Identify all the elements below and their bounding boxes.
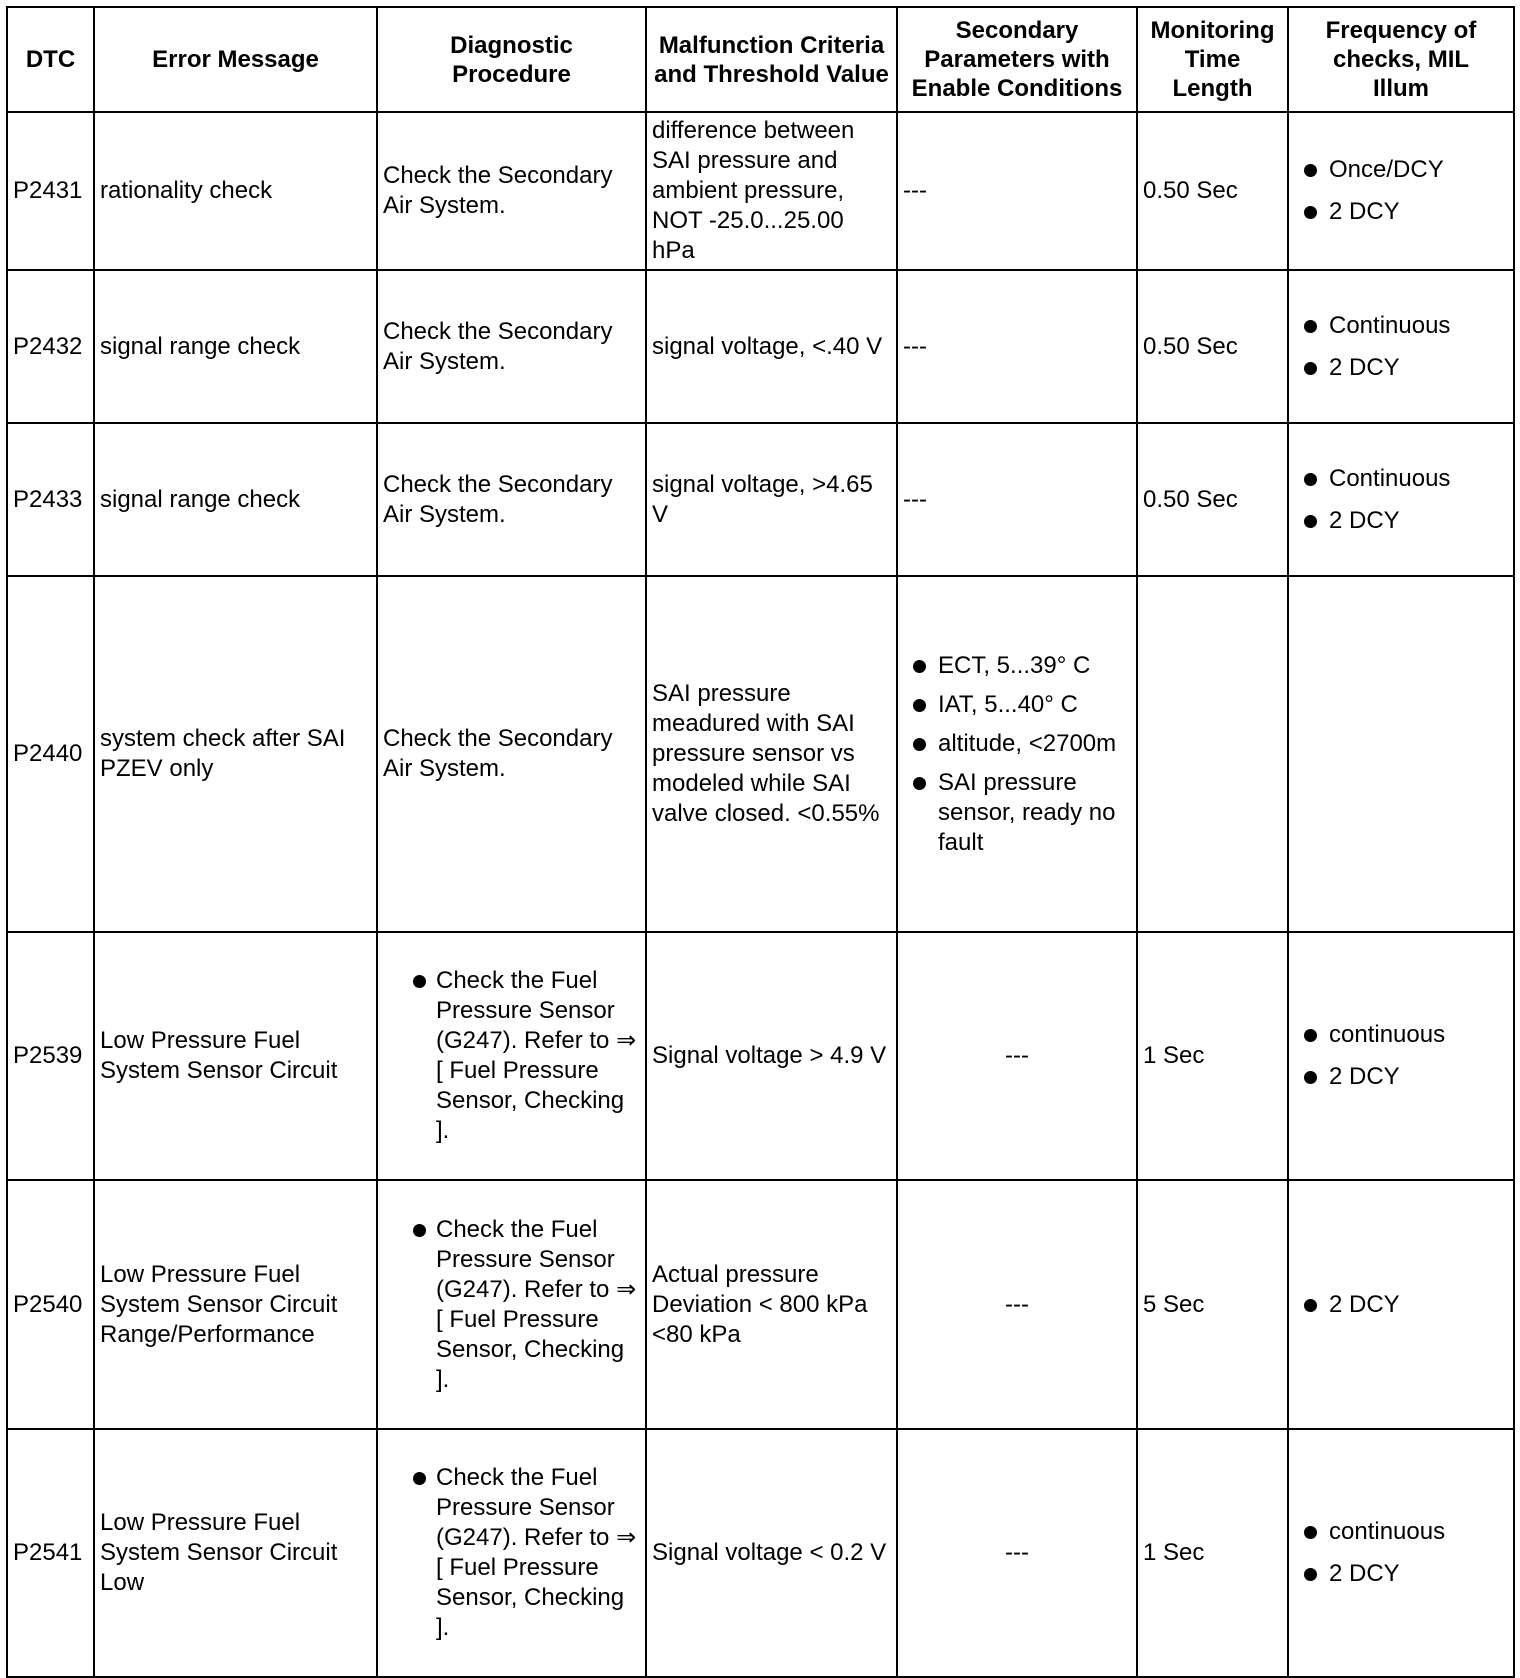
secondary-parameters-cell: ---	[897, 1180, 1137, 1429]
diagnostic-procedure-cell	[377, 1180, 646, 1429]
malfunction-criteria-cell: difference between SAI pressure and ambient pressure, NOT -25.0...25.00 hPa	[646, 112, 897, 270]
dtc-code-cell: P2432	[7, 270, 94, 423]
secondary-parameter-item: ECT, 5...39° C	[903, 651, 1131, 681]
table-row	[7, 423, 1514, 576]
dtc-code-cell: P2440	[7, 576, 94, 932]
secondary-parameters-cell	[897, 576, 1137, 932]
frequency-item: Continuous	[1294, 311, 1508, 341]
diagnostic-procedure-cell: Check the Secondary Air System.	[377, 112, 646, 270]
frequency-cell	[1288, 1180, 1514, 1429]
error-message-cell: Low Pressure Fuel System Sensor Circuit Low	[94, 1429, 377, 1677]
frequency-item: Once/DCY	[1294, 155, 1508, 185]
diagnostic-procedure-cell: Check the Secondary Air System.	[377, 423, 646, 576]
monitoring-time-cell: 1 Sec	[1137, 932, 1288, 1180]
malfunction-criteria-cell: signal voltage, >4.65 V	[646, 423, 897, 576]
table-row	[7, 1429, 1514, 1677]
frequency-cell	[1288, 576, 1514, 932]
monitoring-time-cell: 1 Sec	[1137, 1429, 1288, 1677]
secondary-parameters-cell-list	[903, 651, 1131, 858]
malfunction-criteria-cell: signal voltage, <.40 V	[646, 270, 897, 423]
dtc-code-cell: P2431	[7, 112, 94, 270]
secondary-parameter-item: altitude, <2700m	[903, 729, 1131, 759]
table-row	[7, 1180, 1514, 1429]
header-monitoring-time: Monitoring Time Length	[1137, 7, 1288, 112]
diagnostic-procedure-cell-list	[403, 1215, 640, 1395]
diagnostic-procedure-cell: Check the Secondary Air System.	[377, 270, 646, 423]
frequency-item: continuous	[1294, 1020, 1508, 1050]
diagnostic-procedure-cell	[377, 932, 646, 1180]
frequency-cell-list	[1294, 464, 1508, 536]
frequency-item: 2 DCY	[1294, 197, 1508, 227]
frequency-cell	[1288, 1429, 1514, 1677]
frequency-cell-list	[1294, 1290, 1508, 1320]
frequency-item: Continuous	[1294, 464, 1508, 494]
error-message-cell: system check after SAI PZEV only	[94, 576, 377, 932]
frequency-item: 2 DCY	[1294, 1559, 1508, 1589]
table-row	[7, 932, 1514, 1180]
header-secondary-parameters: Secondary Parameters with Enable Conditions	[897, 7, 1137, 112]
error-message-cell: signal range check	[94, 423, 377, 576]
dtc-code-cell: P2539	[7, 932, 94, 1180]
monitoring-time-cell: 0.50 Sec	[1137, 112, 1288, 270]
frequency-item: 2 DCY	[1294, 353, 1508, 383]
monitoring-time-cell: 0.50 Sec	[1137, 270, 1288, 423]
table-row	[7, 112, 1514, 270]
frequency-item: 2 DCY	[1294, 506, 1508, 536]
malfunction-criteria-cell: Signal voltage < 0.2 V	[646, 1429, 897, 1677]
table-row	[7, 270, 1514, 423]
dtc-code-cell: P2540	[7, 1180, 94, 1429]
header-error-message: Error Message	[94, 7, 377, 112]
error-message-cell: Low Pressure Fuel System Sensor Circuit	[94, 932, 377, 1180]
malfunction-criteria-cell: Actual pressure Deviation < 800 kPa <80 kPa	[646, 1180, 897, 1429]
error-message-cell: signal range check	[94, 270, 377, 423]
secondary-parameter-item: SAI pressure sensor, ready no fault	[903, 768, 1131, 858]
secondary-parameters-cell: ---	[897, 423, 1137, 576]
frequency-cell	[1288, 112, 1514, 270]
secondary-parameters-cell: ---	[897, 112, 1137, 270]
table-body	[7, 112, 1514, 1677]
error-message-cell: Low Pressure Fuel System Sensor Circuit Range/Performance	[94, 1180, 377, 1429]
monitoring-time-cell	[1137, 576, 1288, 932]
frequency-cell	[1288, 932, 1514, 1180]
malfunction-criteria-cell: Signal voltage > 4.9 V	[646, 932, 897, 1180]
frequency-cell-list	[1294, 311, 1508, 383]
dtc-table	[6, 6, 1515, 1678]
frequency-cell	[1288, 423, 1514, 576]
error-message-cell: rationality check	[94, 112, 377, 270]
secondary-parameters-cell: ---	[897, 1429, 1137, 1677]
frequency-item: 2 DCY	[1294, 1290, 1508, 1320]
frequency-item: 2 DCY	[1294, 1062, 1508, 1092]
dtc-code-cell: P2541	[7, 1429, 94, 1677]
header-dtc: DTC	[7, 7, 94, 112]
secondary-parameters-cell: ---	[897, 932, 1137, 1180]
frequency-cell-list	[1294, 155, 1508, 227]
frequency-cell-list	[1294, 1517, 1508, 1589]
procedure-item: Check the Fuel Pressure Sensor (G247). Refer to ⇒ [ Fuel Pressure Sensor, Checking ].	[403, 966, 640, 1146]
header-diagnostic-procedure: Diagnostic Procedure	[377, 7, 646, 112]
frequency-cell-list	[1294, 1020, 1508, 1092]
diagnostic-procedure-cell: Check the Secondary Air System.	[377, 576, 646, 932]
procedure-item: Check the Fuel Pressure Sensor (G247). Refer to ⇒ [ Fuel Pressure Sensor, Checking ].	[403, 1215, 640, 1395]
monitoring-time-cell: 0.50 Sec	[1137, 423, 1288, 576]
header-frequency: Frequency of checks, MIL Illum	[1288, 7, 1514, 112]
diagnostic-procedure-cell-list	[403, 1463, 640, 1643]
procedure-item: Check the Fuel Pressure Sensor (G247). Refer to ⇒ [ Fuel Pressure Sensor, Checking ].	[403, 1463, 640, 1643]
diagnostic-procedure-cell-list	[403, 966, 640, 1146]
frequency-cell	[1288, 270, 1514, 423]
diagnostic-procedure-cell	[377, 1429, 646, 1677]
monitoring-time-cell: 5 Sec	[1137, 1180, 1288, 1429]
secondary-parameter-item: IAT, 5...40° C	[903, 690, 1131, 720]
secondary-parameters-cell: ---	[897, 270, 1137, 423]
malfunction-criteria-cell: SAI pressure meadured with SAI pressure sensor vs modeled while SAI valve closed. <0.55%	[646, 576, 897, 932]
table-row	[7, 576, 1514, 932]
dtc-code-cell: P2433	[7, 423, 94, 576]
header-row	[7, 7, 1514, 112]
frequency-item: continuous	[1294, 1517, 1508, 1547]
header-malfunction-criteria: Malfunction Criteria and Threshold Value	[646, 7, 897, 112]
